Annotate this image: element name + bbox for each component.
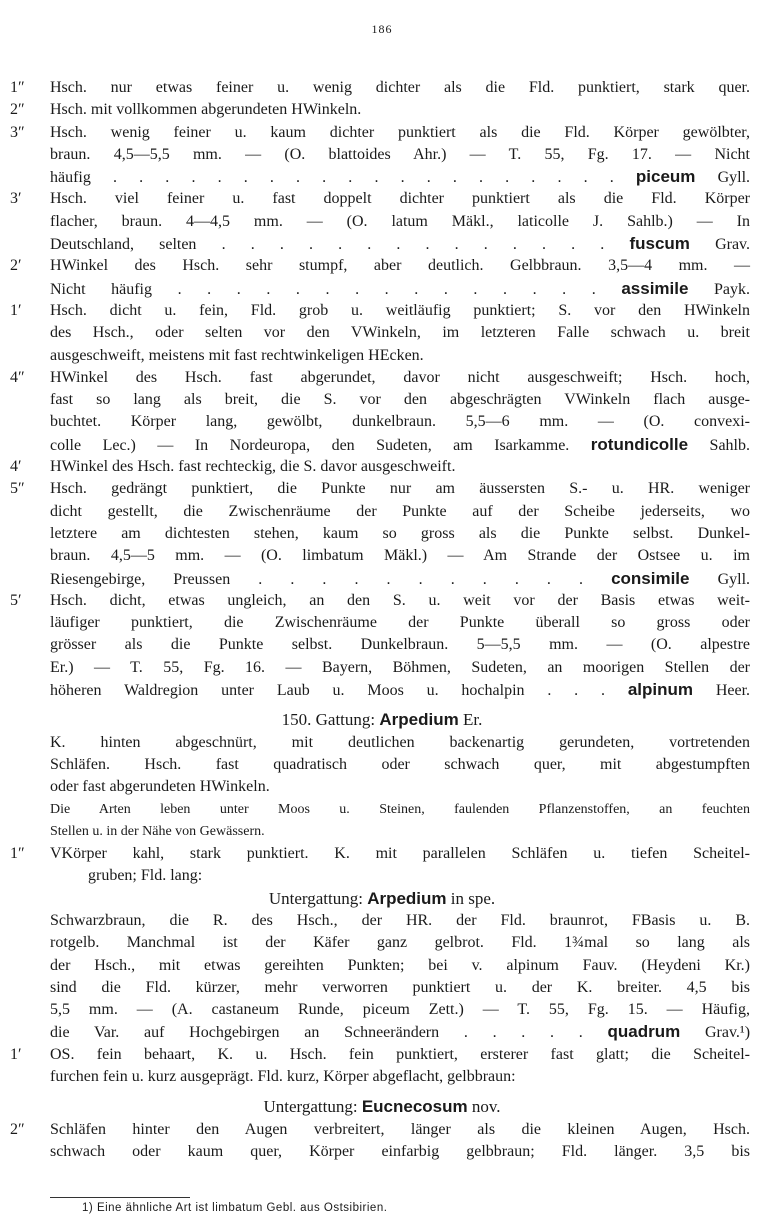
couplet-key: 1′ — [10, 301, 22, 319]
text-line — [0, 977, 764, 999]
line-text — [50, 278, 750, 301]
text-line — [0, 657, 764, 679]
species-author: Gyll. — [717, 169, 751, 187]
text-line — [0, 278, 764, 300]
couplet-key: 1″ — [10, 79, 25, 96]
footnote-rule — [50, 1197, 190, 1198]
section-heading — [0, 888, 764, 910]
line-text — [50, 679, 750, 702]
species-name: assimile — [621, 278, 689, 298]
text-line — [0, 634, 764, 656]
line-text — [50, 612, 750, 634]
line-body: Nicht häufig . . . . . . . . . . . . . . . — [50, 280, 596, 298]
line-text — [50, 634, 750, 656]
line-text — [50, 821, 750, 843]
text-line — [0, 345, 764, 367]
species-name: alpinum — [627, 680, 693, 700]
species-name: rotundicolle — [590, 434, 689, 454]
genus-name: Arpedium — [367, 888, 447, 908]
text-line — [0, 1044, 764, 1066]
couplet-key: 4″ — [10, 368, 25, 386]
line-text — [50, 657, 750, 679]
text-line — [0, 932, 764, 954]
line-body: flacher, braun. 4—4,5 mm. — (O. latum Mäkl., laticolle J. Sahlb.) — In — [50, 212, 750, 230]
line-text — [50, 999, 750, 1021]
text-line — [0, 843, 764, 865]
couplet-key: 1′ — [10, 1045, 22, 1063]
text-line — [0, 955, 764, 977]
line-body: Hsch. dicht, etwas ungleich, an den S. u. weit vor der Basis etwas weit- — [50, 591, 750, 609]
text-line — [0, 1066, 764, 1088]
footnote — [82, 1202, 387, 1214]
couplet-key: 1″ — [10, 845, 25, 863]
line-text — [50, 776, 750, 798]
line-text — [50, 799, 750, 821]
line-text — [50, 1119, 750, 1141]
species-author: Gyll. — [717, 570, 751, 588]
text-line — [0, 411, 764, 433]
text-line — [0, 322, 764, 344]
text-line — [0, 679, 764, 701]
line-text — [50, 910, 750, 932]
line-body: Stellen u. in der Nähe von Gewässern. — [50, 823, 265, 839]
line-body: grösser als die Punkte selbst. Dunkelbraun. 5—5,5 mm. — (O. alpestre — [50, 636, 750, 654]
line-body: HWinkel des Hsch. sehr stumpf, aber deutlich. Gelbbraun. 3,5—4 mm. — — [50, 257, 750, 275]
species-author: Payk. — [714, 280, 751, 298]
line-body: dicht gestellt, die Zwischenräume der Punkte auf der Scheibe jederseits, wo — [50, 502, 750, 520]
text-line — [0, 545, 764, 567]
species-author: Heer. — [715, 682, 751, 700]
line-body: buchtet. Körper lang, gewölbt, dunkelbraun. 5,5—6 mm. — (O. convexi- — [50, 413, 750, 431]
line-text — [50, 843, 750, 865]
species-author: Sahlb. — [709, 436, 750, 454]
text-line — [0, 389, 764, 411]
heading-suffix: Er. — [458, 710, 483, 730]
text-line — [0, 367, 764, 389]
line-body: HWinkel des Hsch. fast rechteckig, die S. davor ausgeschweift. — [50, 458, 456, 476]
text-line — [0, 77, 764, 99]
heading-text — [0, 709, 764, 731]
heading-text — [0, 888, 764, 910]
line-text — [50, 1021, 750, 1044]
line-body: letztere am dichtesten stehen, kaum so gross als die Punkte selbst. Dunkel- — [50, 524, 750, 542]
line-text — [50, 1066, 750, 1088]
text-line — [0, 612, 764, 634]
line-body: Die Arten leben unter Moos u. Steinen, faulenden Pflanzenstoffen, an feuchten — [50, 801, 750, 817]
species-name: consimile — [611, 568, 690, 588]
footnote-text: Eine ähnliche Art ist limbatum Gebl. aus Ostsibirien. — [96, 1202, 388, 1214]
line-body: Riesengebirge, Preussen . . . . . . . . . . . — [50, 570, 583, 588]
line-text — [50, 590, 750, 612]
text-line — [0, 233, 764, 255]
text-line — [0, 434, 764, 456]
text-line — [0, 300, 764, 322]
text-line — [0, 732, 764, 754]
line-text — [50, 456, 750, 478]
line-body: gruben; Fld. lang: — [88, 867, 203, 885]
section-heading — [0, 1096, 764, 1118]
couplet-key: 4′ — [10, 458, 22, 476]
section-heading — [0, 709, 764, 731]
line-text — [50, 955, 750, 977]
line-body: Schwarzbraun, die R. des Hsch., der HR. der Fld. braunrot, FBasis u. B. — [50, 911, 750, 929]
line-text — [50, 99, 750, 121]
genus-name: Eucnecosum — [361, 1097, 468, 1117]
heading-prefix: Untergattung: — [263, 1097, 362, 1117]
text-line — [0, 910, 764, 932]
line-body: läufiger punktiert, die Zwischenräume der Punkte überall so gross oder — [50, 614, 750, 632]
line-text — [50, 122, 750, 144]
line-body: VKörper kahl, stark punktiert. K. mit parallelen Schläfen u. tiefen Scheitel- — [50, 845, 750, 863]
text-line — [0, 255, 764, 277]
line-text — [50, 932, 750, 954]
text-line — [0, 1141, 764, 1163]
text-line — [0, 501, 764, 523]
line-body: Er.) — T. 55, Fg. 16. — Bayern, Böhmen, Sudeten, an moorigen Stellen der — [50, 658, 750, 676]
heading-suffix: in spe. — [446, 888, 496, 908]
line-body: oder fast abgerundeten HWinkeln. — [50, 778, 270, 796]
line-body: Hsch. mit vollkommen abgerundeten HWinkeln. — [50, 101, 362, 119]
text-body — [0, 77, 764, 1163]
text-line — [0, 122, 764, 144]
line-text — [50, 1044, 750, 1066]
page-number: 186 — [371, 22, 393, 36]
line-text — [50, 345, 750, 367]
line-body: der Hsch., mit etwas gereihten Punkten; bei v. alpinum Fauv. (Heydeni Kr.) — [50, 956, 750, 974]
text-line — [0, 211, 764, 233]
couplet-key: 2″ — [10, 101, 25, 119]
text-line — [0, 99, 764, 121]
heading-suffix: nov. — [467, 1097, 501, 1117]
line-text — [50, 411, 750, 433]
line-body: Schläfen. Hsch. fast quadratisch oder schwach quer, mit abgestumpften — [50, 755, 750, 773]
species-name: quadrum — [607, 1022, 681, 1042]
couplet-key: 3′ — [10, 190, 22, 208]
line-text — [50, 434, 750, 457]
species-author: Grav. — [715, 236, 751, 254]
line-body: höheren Waldregion unter Laub u. Moos u. hochalpin . . . — [50, 682, 605, 700]
text-line — [0, 865, 764, 887]
couplet-key: 2″ — [10, 1120, 25, 1138]
footnote-mark: 1) — [82, 1202, 94, 1214]
line-body: HWinkel des Hsch. fast abgerundet, davor nicht ausgeschweift; Hsch. hoch, — [50, 368, 750, 386]
heading-text — [0, 1096, 764, 1118]
species-author: Grav.¹) — [704, 1024, 751, 1042]
line-body: colle Lec.) — In Nordeuropa, den Sudeten, am Isarkamme. — [50, 436, 570, 454]
line-body: furchen fein u. kurz ausgeprägt. Fld. kurz, Körper abgeflacht, gelbbraun: — [50, 1068, 516, 1086]
text-line — [0, 188, 764, 210]
line-text — [50, 367, 750, 389]
line-text — [50, 77, 750, 99]
text-line — [0, 999, 764, 1021]
text-line — [0, 754, 764, 776]
line-text — [50, 754, 750, 776]
line-text — [50, 166, 750, 189]
line-text — [50, 188, 750, 210]
couplet-key: 5′ — [10, 591, 22, 609]
text-line — [0, 166, 764, 188]
line-text — [50, 478, 750, 500]
line-text — [50, 545, 750, 567]
heading-prefix: 150. Gattung: — [281, 710, 380, 730]
line-text — [50, 389, 750, 411]
line-body: Hsch. nur etwas feiner u. wenig dichter als die Fld. punktiert, stark quer. — [50, 79, 750, 96]
text-line — [0, 568, 764, 590]
line-body: braun. 4,5—5 mm. — (O. limbatum Mäkl.) — Am Strande der Ostsee u. im — [50, 547, 750, 565]
couplet-key: 2′ — [10, 257, 22, 275]
line-body: rotgelb. Manchmal ist der Käfer ganz gelbrot. Fld. 1¾mal so lang als — [50, 934, 750, 952]
line-body: Schläfen hinter den Augen verbreitert, länger als die kleinen Augen, Hsch. — [50, 1120, 750, 1138]
text-line — [0, 776, 764, 798]
text-line — [0, 144, 764, 166]
heading-prefix: Untergattung: — [268, 888, 368, 908]
text-line — [0, 1021, 764, 1043]
line-text — [50, 233, 750, 256]
line-body: Hsch. viel feiner u. fast doppelt dichter punktiert als die Fld. Körper — [50, 190, 750, 208]
text-line — [0, 1119, 764, 1141]
line-body: K. hinten abgeschnürt, mit deutlichen backenartig gerundeten, vortretenden — [50, 733, 750, 751]
line-body: Hsch. wenig feiner u. kaum dichter punktiert als die Fld. Körper gewölbter, — [50, 123, 750, 141]
line-text — [50, 977, 750, 999]
line-body: OS. fein behaart, K. u. Hsch. fein punktiert, ersterer fast glatt; die Scheitel- — [50, 1045, 750, 1063]
text-line — [0, 456, 764, 478]
text-line — [0, 799, 764, 821]
line-body: Deutschland, selten . . . . . . . . . . . . . . — [50, 236, 605, 254]
line-text — [50, 1141, 750, 1163]
line-text — [50, 211, 750, 233]
line-text — [50, 255, 750, 277]
text-line — [0, 590, 764, 612]
line-body: Hsch. gedrängt punktiert, die Punkte nur am äussersten S.- u. HR. weniger — [50, 480, 750, 498]
line-text — [50, 322, 750, 344]
species-name: fuscum — [629, 234, 690, 254]
line-body: Hsch. dicht u. fein, Fld. grob u. weitläufig punktiert; S. vor den HWinkeln — [50, 301, 750, 319]
line-body: fast so lang als breit, die S. vor den abgeschrägten VWinkeln flach ausge- — [50, 391, 750, 409]
genus-name: Arpedium — [379, 710, 459, 730]
couplet-key: 3″ — [10, 123, 25, 141]
line-body: ausgeschweift, meistens mit fast rechtwinkeligen HEcken. — [50, 346, 424, 364]
line-text — [50, 144, 750, 166]
text-line — [0, 478, 764, 500]
text-line — [0, 821, 764, 843]
line-text — [50, 568, 750, 591]
line-body: braun. 4,5—5,5 mm. — (O. blattoides Ahr.) — T. 55, Fg. 17. — Nicht — [50, 145, 750, 163]
line-text — [50, 523, 750, 545]
line-body: 5,5 mm. — (A. castaneum Runde, piceum Zett.) — T. 55, Fg. 15. — Häufig, — [50, 1001, 750, 1019]
species-name: piceum — [635, 167, 696, 187]
line-body: schwach oder kaum quer, Körper einfarbig gelbbraun; Fld. länger. 3,5 bis — [50, 1142, 750, 1160]
line-text — [50, 501, 750, 523]
couplet-key: 5″ — [10, 480, 25, 498]
line-text — [88, 865, 750, 887]
line-body: häufig . . . . . . . . . . . . . . . . . . . . — [50, 169, 614, 187]
line-text — [50, 732, 750, 754]
line-body: des Hsch., oder selten vor den VWinkeln, im letzteren Falle schwach u. breit — [50, 324, 750, 342]
line-body: die Var. auf Hochgebirgen an Schneerändern . . . . . — [50, 1024, 583, 1042]
text-line — [0, 523, 764, 545]
line-text — [50, 300, 750, 322]
line-body: sind die Fld. kürzer, mehr verworren punktiert u. der K. breiter. 4,5 bis — [50, 978, 750, 996]
